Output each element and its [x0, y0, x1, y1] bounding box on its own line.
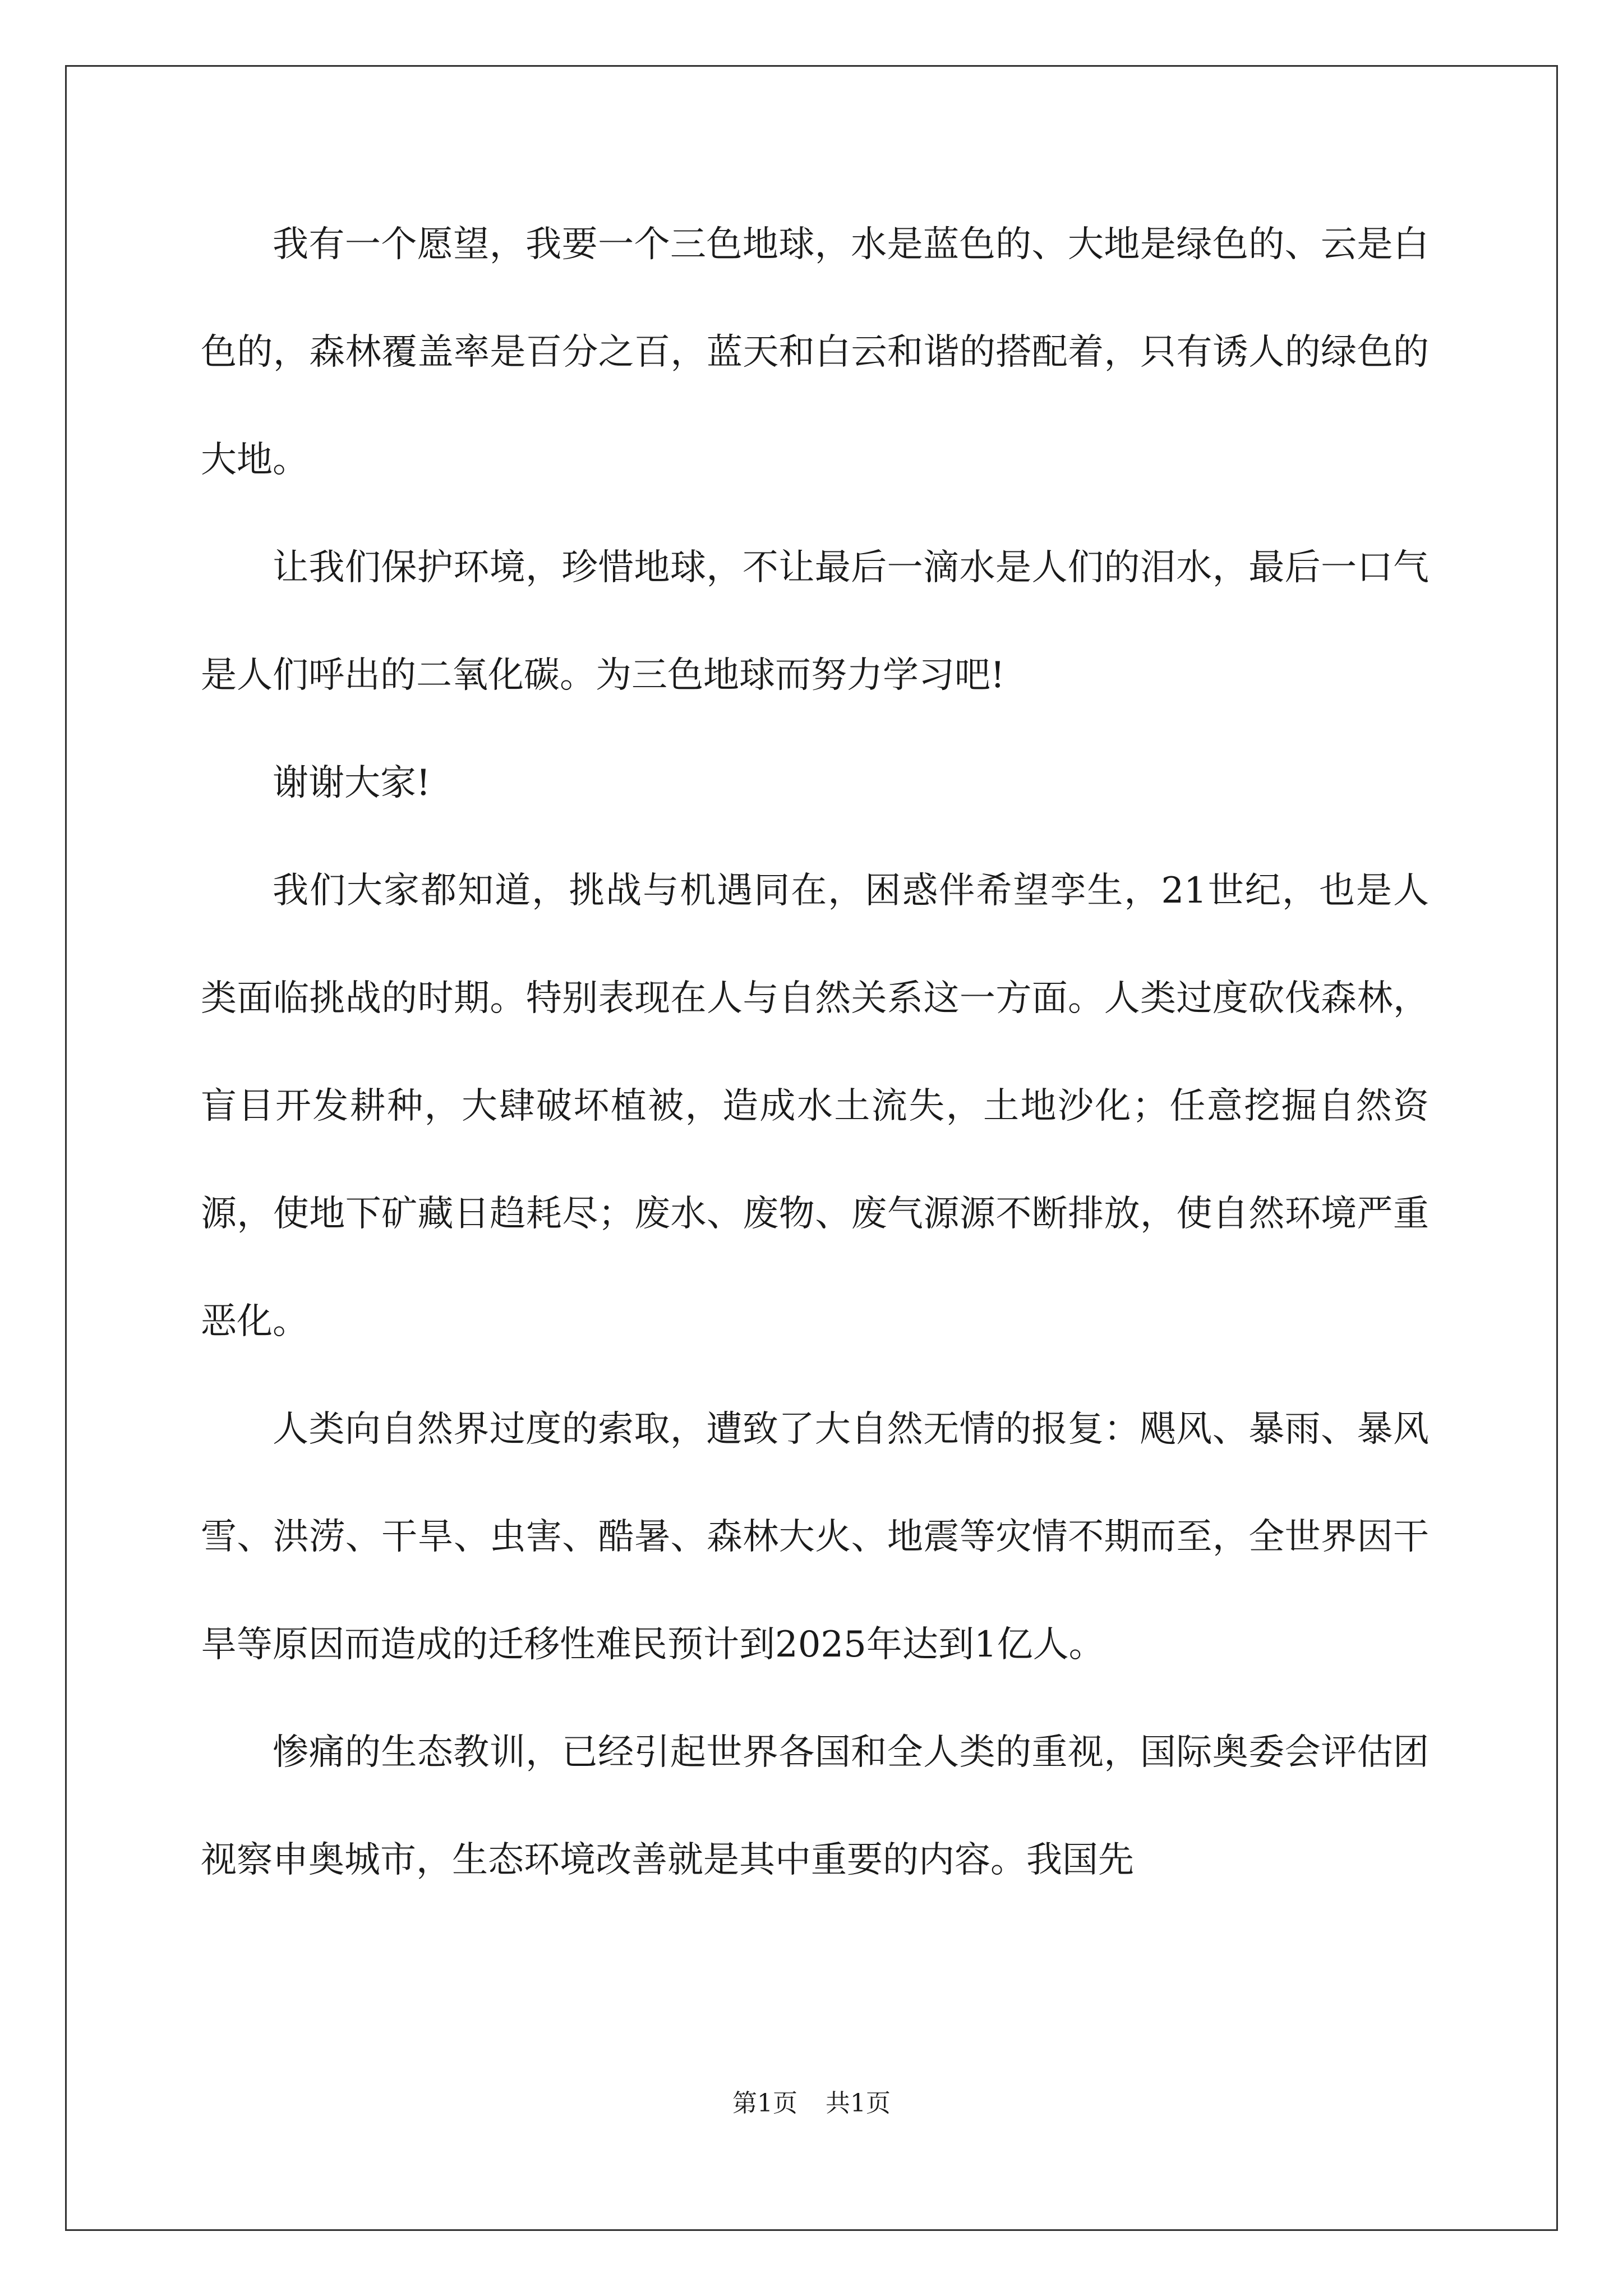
page-number-total: 共1页	[826, 2089, 891, 2118]
paragraph-4: 我们大家都知道，挑战与机遇同在，困惑伴希望孪生，21世纪，也是人类面临挑战的时期。特别表现在人与自然关系这一方面。人类过度砍伐森林，盲目开发耕种，大肆破坏植被，造成水土流失，土地沙化；任意挖掘自然资源，使地下矿藏日趋耗尽；废水、废物、废气源源不断排放，使自然环境严重恶化。	[201, 870, 1429, 1342]
paragraph-5: 人类向自然界过度的索取，遭致了大自然无情的报复：飓风、暴雨、暴风雪、洪涝、干旱、虫害、酷暑、森林大火、地震等灾情不期而至，全世界因干旱等原因而造成的迁移性难民预计到2025年达到1亿人。	[201, 1409, 1429, 1665]
paragraph-6: 惨痛的生态教训，已经引起世界各国和全人类的重视，国际奥委会评估团视察申奥城市，生态环境改善就是其中重要的内容。我国先	[201, 1732, 1429, 1881]
page-footer	[65, 2087, 1558, 2120]
paragraph-2: 让我们保护环境，珍惜地球，不让最后一滴水是人们的泪水，最后一口气是人们呼出的二氧化碳。为三色地球而努力学习吧!	[201, 547, 1429, 696]
page-number-current: 第1页	[732, 2089, 797, 2118]
document-body	[201, 191, 1429, 1914]
paragraph-3: 谢谢大家!	[273, 762, 431, 804]
paragraph-1: 我有一个愿望，我要一个三色地球，水是蓝色的、大地是绿色的、云是白色的，森林覆盖率是百分之百，蓝天和白云和谐的搭配着，只有诱人的绿色的大地。	[201, 224, 1429, 481]
